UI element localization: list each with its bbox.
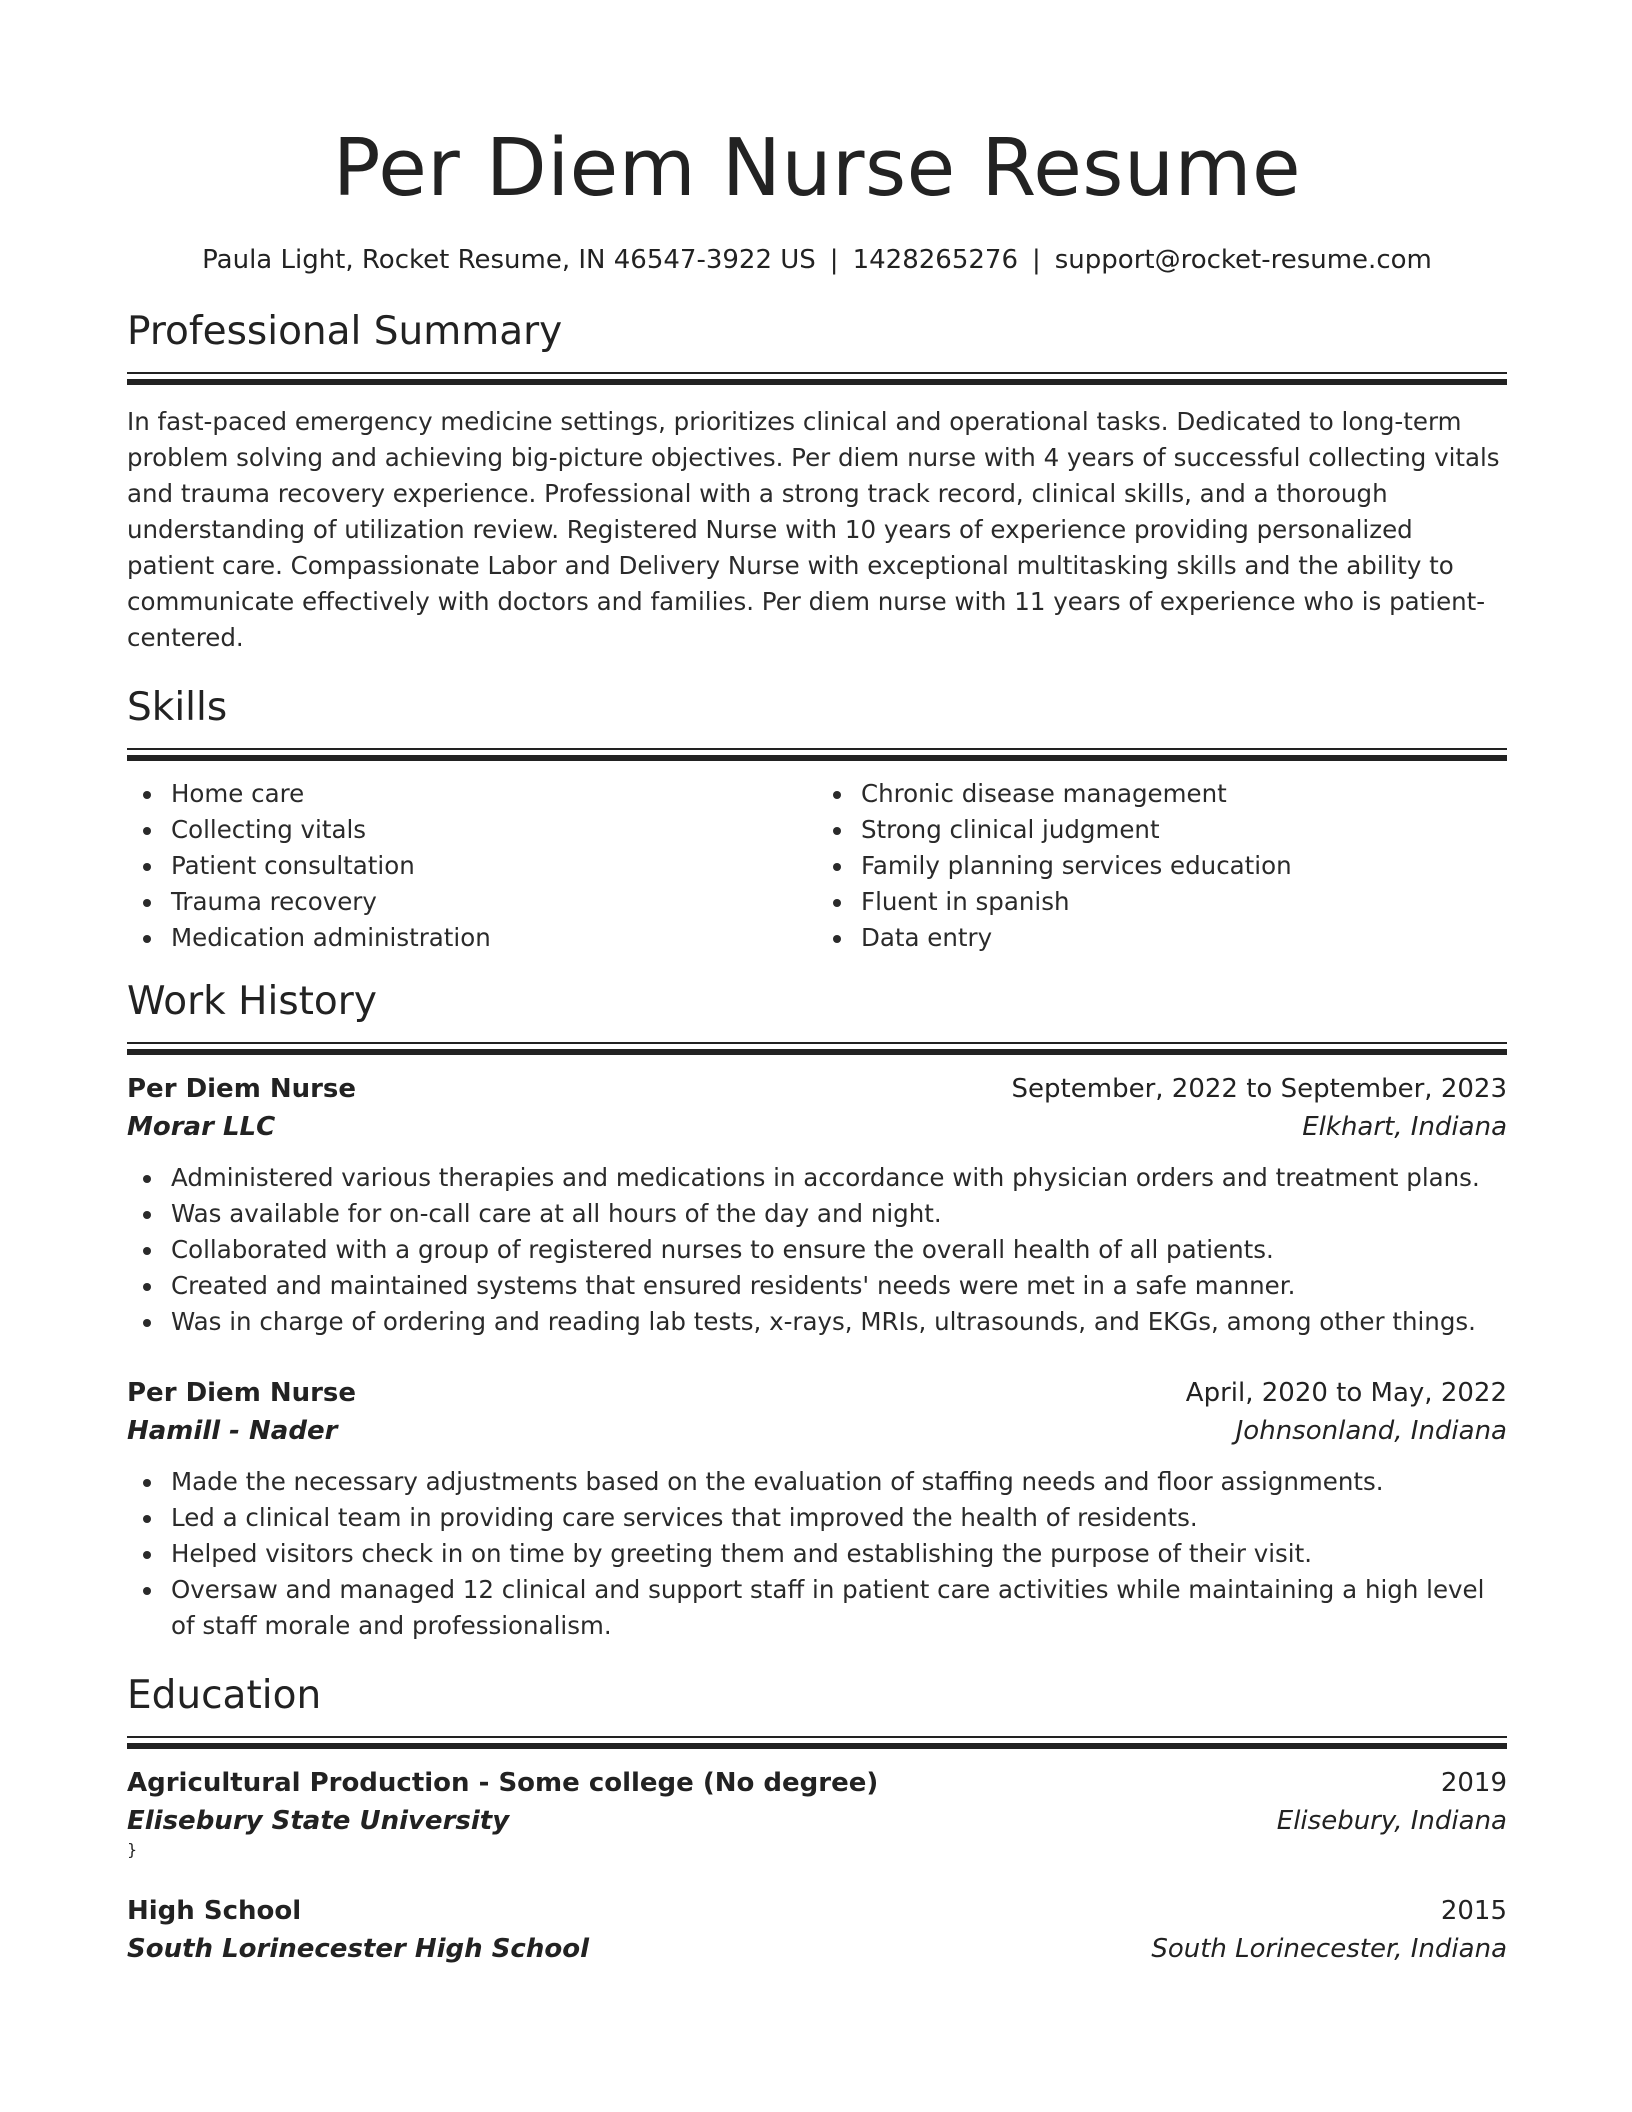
job-bullet: Oversaw and managed 12 clinical and support staff in patient care activities while maintaining a high level of staff morale and professionalism.: [171, 1572, 1507, 1644]
job-entry: [127, 1070, 1507, 1340]
summary-text: In fast-paced emergency medicine settings, prioritizes clinical and operational tasks. Dedicated to long-term problem solving and achieving big-picture objectives. Per diem nurse with 4 years of successful collecting vitals and trauma recovery experience. Professional with a strong track record, clinical skills, and a thorough understanding of utilization review. Registered Nurse with 10 years of experience providing personalized patient care. Compassionate Labor and Delivery Nurse with exceptional multitasking skills and the ability to communicate effectively with doctors and families. Per diem nurse with 11 years of experience who is patient-centered.: [127, 407, 1500, 652]
job-bullet: Helped visitors check in on time by greeting them and establishing the purpose of their visit.: [171, 1536, 1507, 1572]
skill-item: Collecting vitals: [171, 812, 817, 848]
skill-item: Patient consultation: [171, 848, 817, 884]
page-title: Per Diem Nurse Resume: [332, 122, 1302, 214]
education-school: Elisebury State University: [127, 1806, 510, 1836]
job-subheader: [127, 1108, 1507, 1146]
skill-item: Medication administration: [171, 920, 817, 956]
job-location: Elkhart, Indiana: [1302, 1112, 1507, 1142]
job-dates: April, 2020 to May, 2022: [1185, 1378, 1507, 1408]
education-year: 2015: [1440, 1896, 1507, 1926]
skills-column-left: [127, 776, 817, 956]
education-degree: High School: [127, 1896, 302, 1926]
contact-line: [127, 242, 1507, 278]
section-heading-education: Education: [127, 1673, 322, 1718]
job-bullet: Was in charge of ordering and reading lab tests, x-rays, MRIs, ultrasounds, and EKGs, among other things.: [171, 1304, 1507, 1340]
job-dates: September, 2022 to September, 2023: [1011, 1074, 1507, 1104]
job-bullet: Collaborated with a group of registered nurses to ensure the overall health of all patients.: [171, 1232, 1507, 1268]
job-header: [127, 1374, 1507, 1412]
section-divider: [127, 748, 1507, 760]
skill-item: Trauma recovery: [171, 884, 817, 920]
job-location: Johnsonland, Indiana: [1235, 1416, 1507, 1446]
education-entry: Agricultural Production - Some college (No degree) 2019 Elisebury State University Elisebury, Indiana }: [127, 1764, 1507, 1859]
job-header: [127, 1070, 1507, 1108]
contact-phone: 1428265276: [852, 245, 1018, 275]
education-location: South Lorinecester, Indiana: [1151, 1934, 1507, 1964]
education-year: 2019: [1440, 1768, 1507, 1798]
section-divider: [127, 1736, 1507, 1748]
job-bullet: Created and maintained systems that ensured residents' needs were met in a safe manner.: [171, 1268, 1507, 1304]
skill-item: Home care: [171, 776, 817, 812]
work-history-section: [127, 976, 1507, 1644]
skill-item: Data entry: [861, 920, 1507, 956]
section-heading-summary: Professional Summary: [127, 309, 563, 354]
skill-item: Chronic disease management: [861, 776, 1507, 812]
job-bullet: Made the necessary adjustments based on the evaluation of staffing needs and floor assignments.: [171, 1464, 1507, 1500]
education-location: Elisebury, Indiana: [1276, 1806, 1507, 1836]
job-bullet: Administered various therapies and medications in accordance with physician orders and treatment plans.: [171, 1160, 1507, 1196]
education-subheader: [127, 1802, 1507, 1840]
job-bullets: [127, 1464, 1507, 1644]
job-company: Hamill - Nader: [127, 1416, 338, 1446]
job-title: Per Diem Nurse: [127, 1074, 357, 1104]
skills-section: [127, 682, 1507, 956]
contact-email[interactable]: support@rocket-resume.com: [1054, 245, 1432, 275]
contact-address: Paula Light, Rocket Resume, IN 46547-3922 US: [202, 245, 816, 275]
section-heading-skills: Skills: [127, 685, 228, 730]
skills-grid: [127, 776, 1507, 956]
education-degree: Agricultural Production - Some college (No degree): [127, 1768, 879, 1798]
job-entry: [127, 1374, 1507, 1644]
skill-item: Fluent in spanish: [861, 884, 1507, 920]
contact-separator: |: [829, 245, 839, 275]
job-subheader: [127, 1412, 1507, 1450]
education-header: [127, 1892, 1507, 1930]
job-bullets: [127, 1160, 1507, 1340]
education-header: [127, 1764, 1507, 1802]
skill-item: Family planning services education: [861, 848, 1507, 884]
summary-section: [127, 306, 1507, 656]
education-subheader: [127, 1930, 1507, 1968]
job-bullet: Led a clinical team in providing care services that improved the health of residents.: [171, 1500, 1507, 1536]
education-school: South Lorinecester High School: [127, 1934, 589, 1964]
skill-item: Strong clinical judgment: [861, 812, 1507, 848]
section-divider: [127, 1042, 1507, 1054]
education-entry: [127, 1892, 1507, 1968]
education-section: [127, 1670, 1507, 1968]
contact-separator: |: [1031, 245, 1041, 275]
section-heading-work-history: Work History: [127, 979, 377, 1024]
job-company: Morar LLC: [127, 1112, 276, 1142]
section-divider: [127, 372, 1507, 384]
job-title: Per Diem Nurse: [127, 1378, 357, 1408]
skills-column-right: [817, 776, 1507, 956]
job-bullet: Was available for on-call care at all hours of the day and night.: [171, 1196, 1507, 1232]
